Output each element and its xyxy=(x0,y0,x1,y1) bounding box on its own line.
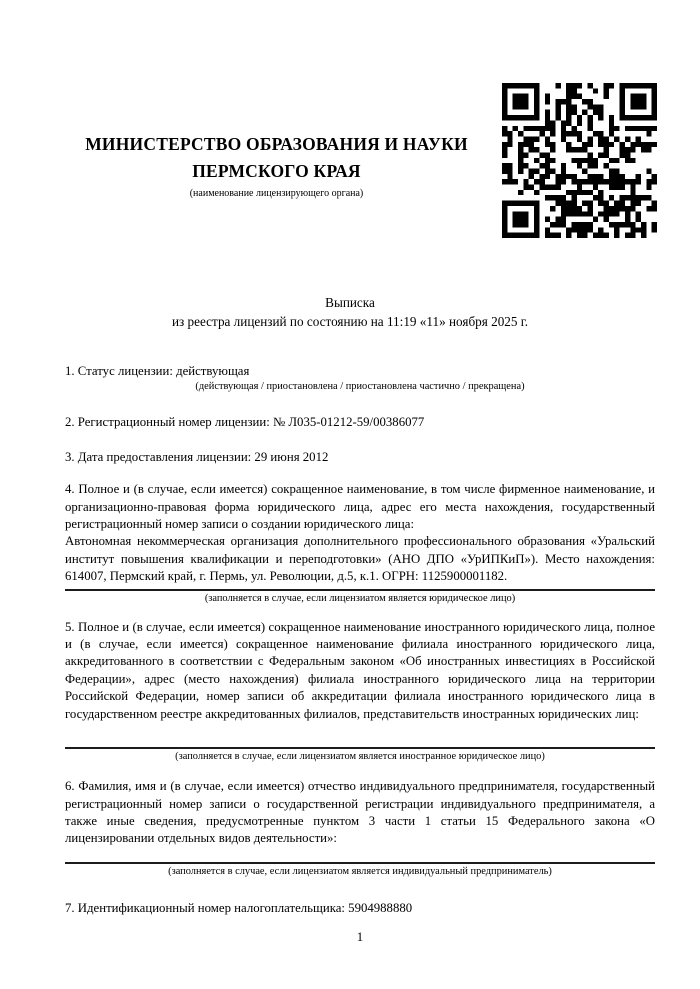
item-registration-number: 2. Регистрационный номер лицензии: № Л035-01212-59/00386077 xyxy=(65,415,425,430)
entrepreneur-fill-line xyxy=(65,862,655,864)
licensing-authority-block xyxy=(65,83,502,200)
item-grant-date: 3. Дата предоставления лицензии: 29 июня 2012 xyxy=(65,449,329,464)
qr-code-icon xyxy=(502,83,657,238)
document-body xyxy=(0,363,700,917)
item-license-status-caption: (действующая / приостановлена / приостановлена частично / прекращена) xyxy=(195,381,525,393)
page-number: 1 xyxy=(356,930,364,944)
document-header xyxy=(0,0,700,238)
ministry-name-line2: ПЕРМСКОГО КРАЯ xyxy=(192,161,361,181)
item-legal-entity xyxy=(65,481,655,605)
legal-entity-question: 4. Полное и (в случае, если имеется) сокращенное наименование, в том числе фирменное наименование, и организационно-правовая форма юридического лица, адрес его места нахождения, государственный регистрационный номер записи о создании юридического лица: xyxy=(65,482,655,532)
legal-entity-caption: (заполняется в случае, если лицензиатом является юридическое лицо) xyxy=(204,592,516,604)
document-title xyxy=(0,294,700,331)
item-license-status: 1. Статус лицензии: действующая xyxy=(65,364,250,378)
foreign-entity-caption: (заполняется в случае, если лицензиатом является иностранное юридическое лицо) xyxy=(175,751,545,763)
entrepreneur-caption: (заполняется в случае, если лицензиатом является индивидуальный предприниматель) xyxy=(168,865,552,877)
item-entrepreneur xyxy=(65,778,655,879)
ministry-caption: (наименование лицензирующего органа) xyxy=(189,188,364,199)
ministry-name-line1: МИНИСТЕРСТВО ОБРАЗОВАНИЯ И НАУКИ xyxy=(85,134,468,154)
legal-entity-fill-line xyxy=(65,589,655,591)
item-taxpayer-number: 7. Идентификационный номер налогоплательщика: 5904988880 xyxy=(65,900,413,915)
document-title-line2: из реестра лицензий по состоянию на 11:19 «11» ноября 2025 г. xyxy=(171,313,529,329)
legal-entity-answer: Автономная некоммерческая организация дополнительного профессионального образования «Уральский институт повышения квалификации и переподготовки» (АНО ДПО «УрИПКиП»). Место нахождения: 614007, Пермский край, г. Пермь, ул. Революции, д.5, к.1. ОГРН: 1125900001182. xyxy=(65,534,655,584)
foreign-entity-fill-line xyxy=(65,747,655,749)
item-foreign-entity xyxy=(65,619,655,764)
entrepreneur-question: 6. Фамилия, имя и (в случае, если имеется) отчество индивидуального предпринимателя, государственный регистрационный номер записи о государственной регистрации индивидуального предпринимателя, а также иные сведения, предусмотренные пунктом 3 части 1 статьи 15 Федерального закона «О лицензировании отдельных видов деятельности»: xyxy=(65,779,655,846)
foreign-entity-question: 5. Полное и (в случае, если имеется) сокращенное наименование иностранного юридического лица, полное и (в случае, если имеется) сокращенное наименование филиала иностранного юридического лица, аккредитованного в соответствии с Федеральным законом «Об иностранных инвестициях в Российской Федерации», адрес (место нахождения) филиала иностранного юридического лица на территории Российской Федерации, номер записи об аккредитации филиала иностранного юридического лица в государственном реестре аккредитованных филиалов, представительств иностранных юридических лиц: xyxy=(65,619,655,721)
document-title-line1: Выписка xyxy=(325,295,375,310)
